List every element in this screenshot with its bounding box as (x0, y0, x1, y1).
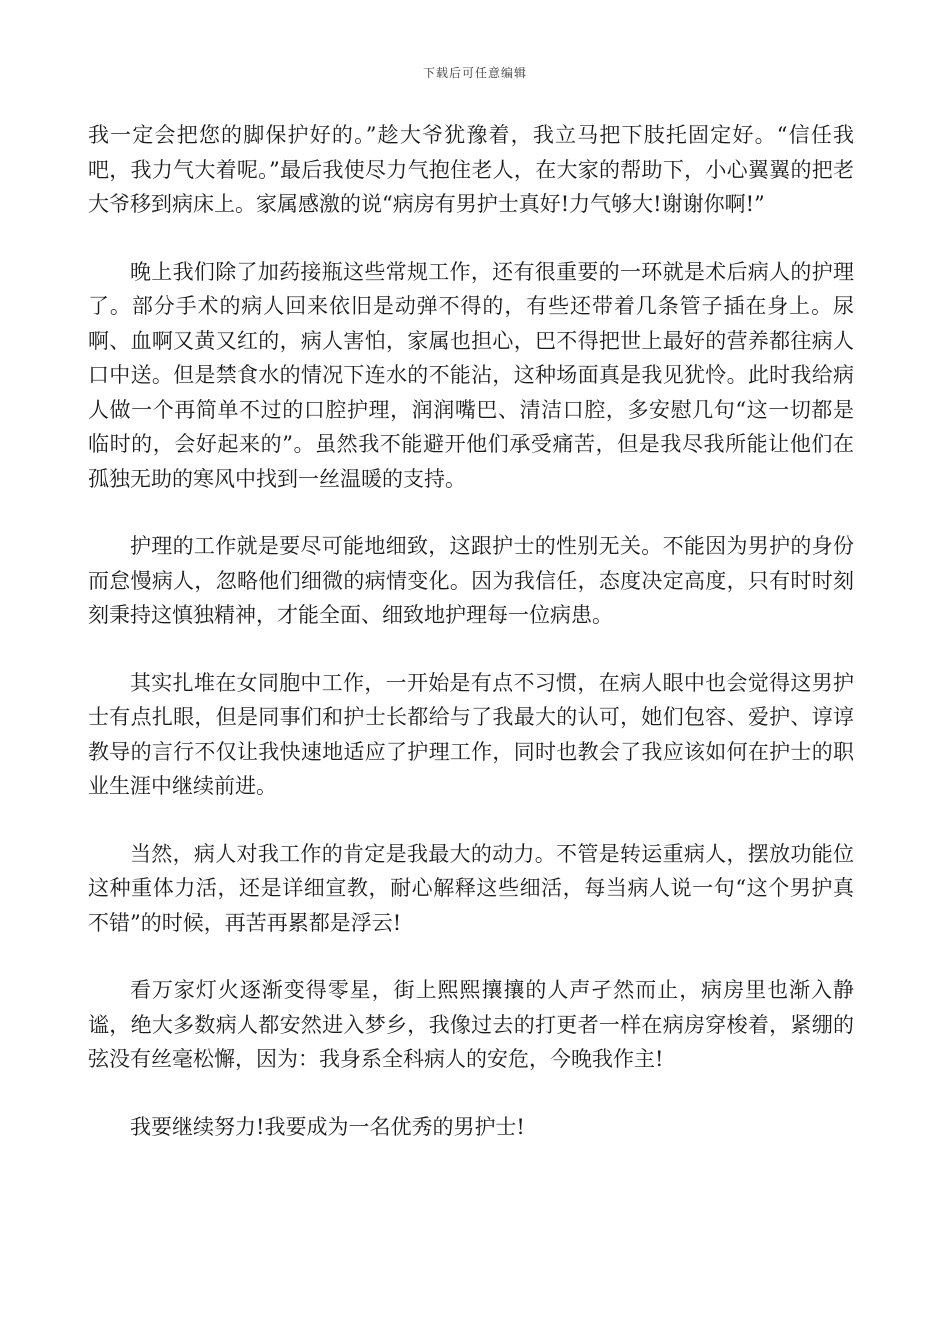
paragraph-6: 看万家灯火逐渐变得零星，街上熙熙攘攘的人声孑然而止，病房里也渐入静谧，绝大多数病人都安然进入梦乡，我像过去的打更者一样在病房穿梭着，紧绷的弦没有丝毫松懈，因为：我身系全科病人的安危，今晚我作主! (88, 978, 854, 1071)
paragraph-1: 我一定会把您的脚保护好的。”趁大爷犹豫着，我立马把下肢托固定好。“信任我吧，我力气大着呢。”最后我使尽力气抱住老人，在大家的帮助下，小心翼翼的把老大爷移到病床上。家属感激的说“病房有男护士真好!力气够大!谢谢你啊!” (88, 123, 854, 216)
paragraph-7: 我要继续努力!我要成为一名优秀的男护士! (130, 1114, 525, 1139)
paragraph-5: 当然，病人对我工作的肯定是我最大的动力。不管是转运重病人，摆放功能位这种重体力活，还是详细宣教，耐心解释这些细活，每当病人说一句“这个男护真不错”的时候，再苦再累都是浮云! (88, 841, 854, 935)
page-header: 下载后可任意编辑 (422, 66, 527, 80)
article-body (88, 118, 854, 1177)
paragraph-3: 护理的工作就是要尽可能地细致，这跟护士的性别无关。不能因为男护的身份而怠慢病人，忽略他们细微的病情变化。因为我信任，态度决定高度，只有时时刻刻秉持这慎独精神，才能全面、细致地护理每一位病患。 (88, 534, 854, 627)
paragraph-4: 其实扎堆在女同胞中工作，一开始是有点不习惯，在病人眼中也会觉得这男护士有点扎眼，但是同事们和护士长都给与了我最大的认可，她们包容、爱护、谆谆教导的言行不仅让我快速地适应了护理工作，同时也教会了我应该如何在护士的职业生涯中继续前进。 (88, 670, 854, 798)
paragraph-2: 晚上我们除了加药接瓶这些常规工作，还有很重要的一环就是术后病人的护理了。部分手术的病人回来依旧是动弹不得的，有些还带着几条管子插在身上。尿啊、血啊又黄又红的，病人害怕，家属也担心，巴不得把世上最好的营养都往病人口中送。但是禁食水的情况下连水的不能沾，这种场面真是我见犹怜。此时我给病人做一个再简单不过的口腔护理，润润嘴巴、清洁口腔，多安慰几句“这一切都是临时的，会好起来的”。虽然我不能避开他们承受痛苦，但是我尽我所能让他们在孤独无助的寒风中找到一丝温暖的支持。 (88, 259, 854, 491)
